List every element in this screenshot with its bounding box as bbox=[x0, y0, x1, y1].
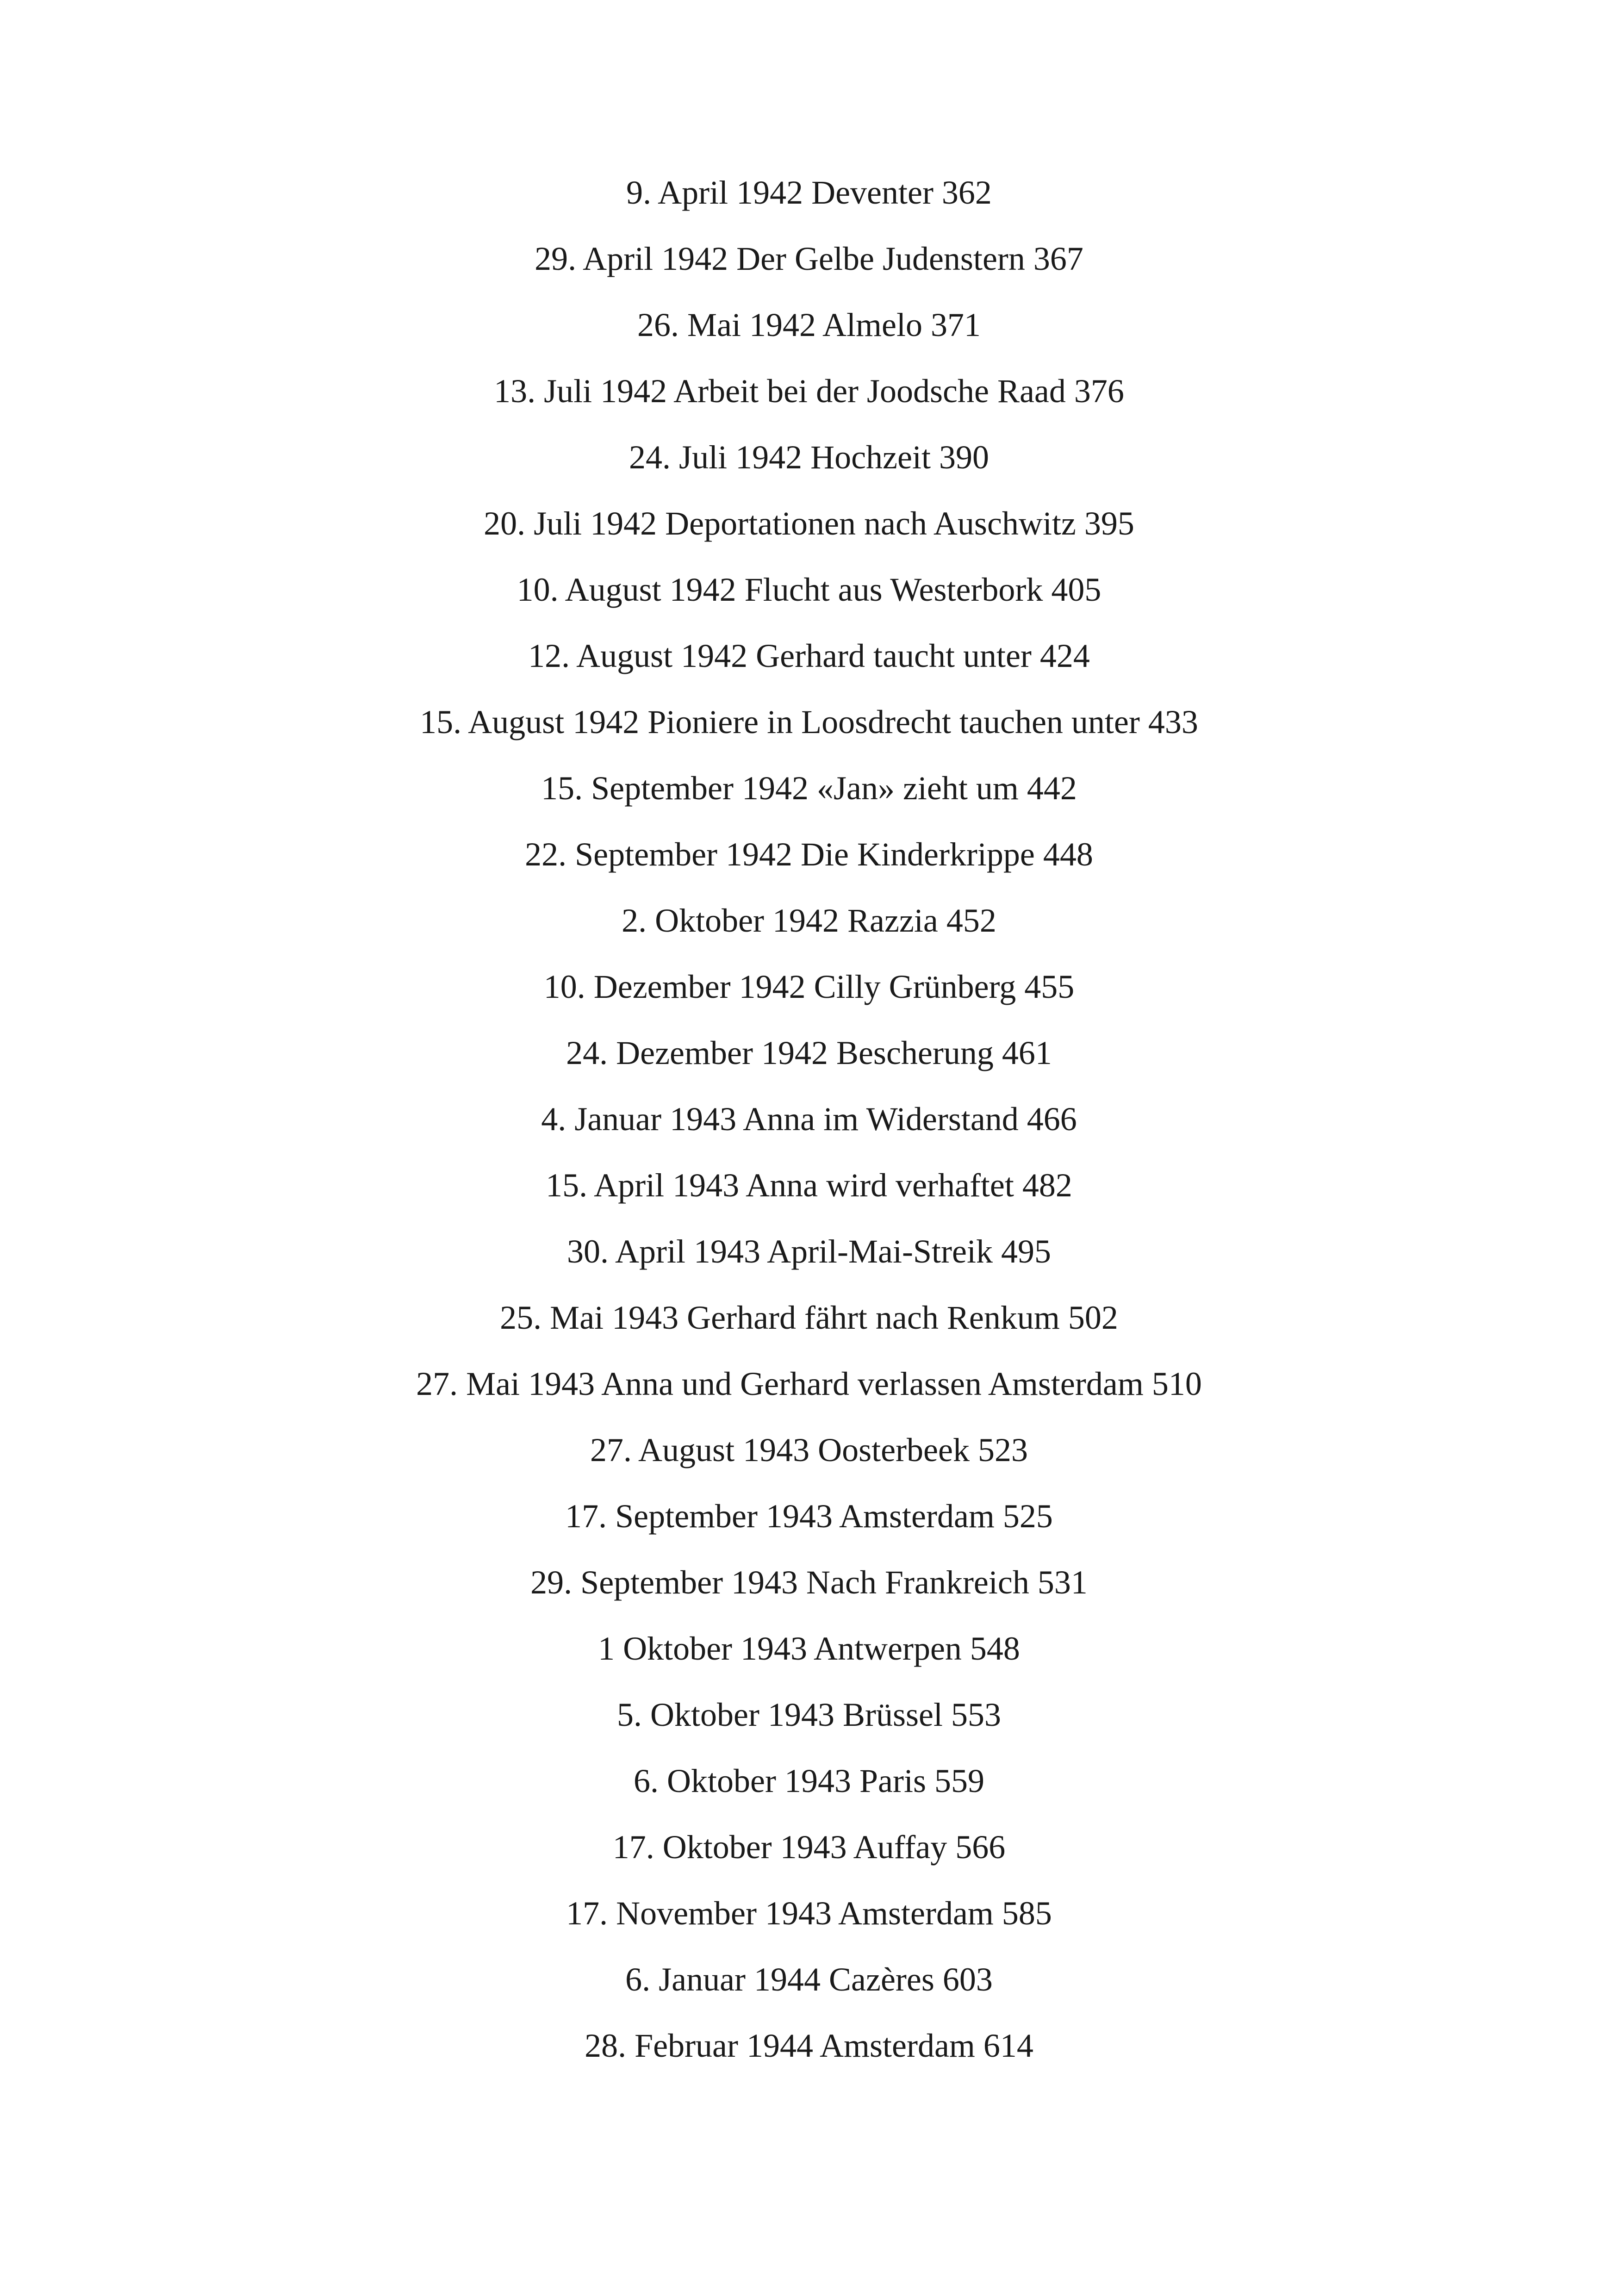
table-of-contents bbox=[0, 160, 1618, 2079]
toc-entry: 17. September 1943 Amsterdam 525 bbox=[565, 1498, 1053, 1535]
toc-entry: 9. April 1942 Deventer 362 bbox=[626, 174, 992, 211]
toc-entry: 6. Oktober 1943 Paris 559 bbox=[634, 1762, 984, 1799]
toc-entry: 15. August 1942 Pioniere in Loosdrecht tauchen unter 433 bbox=[420, 703, 1198, 740]
toc-entry: 30. April 1943 April-Mai-Streik 495 bbox=[567, 1233, 1051, 1270]
toc-entry: 26. Mai 1942 Almelo 371 bbox=[637, 306, 981, 343]
toc-entry: 28. Februar 1944 Amsterdam 614 bbox=[585, 2027, 1033, 2064]
toc-entry: 1 Oktober 1943 Antwerpen 548 bbox=[598, 1630, 1020, 1667]
toc-entry: 10. August 1942 Flucht aus Westerbork 405 bbox=[517, 571, 1101, 608]
toc-entry: 10. Dezember 1942 Cilly Grünberg 455 bbox=[543, 968, 1075, 1005]
toc-entry: 6. Januar 1944 Cazères 603 bbox=[625, 1961, 993, 1998]
toc-entry: 22. September 1942 Die Kinderkrippe 448 bbox=[525, 836, 1093, 873]
toc-entry: 17. November 1943 Amsterdam 585 bbox=[566, 1895, 1052, 1932]
toc-entry: 13. Juli 1942 Arbeit bei der Joodsche Raad 376 bbox=[494, 373, 1124, 410]
toc-entry: 12. August 1942 Gerhard taucht unter 424 bbox=[528, 637, 1090, 674]
toc-entry: 27. Mai 1943 Anna und Gerhard verlassen Amsterdam 510 bbox=[416, 1365, 1202, 1402]
toc-entry: 25. Mai 1943 Gerhard fährt nach Renkum 502 bbox=[500, 1299, 1118, 1336]
toc-entry: 5. Oktober 1943 Brüssel 553 bbox=[617, 1696, 1001, 1733]
toc-entry: 29. September 1943 Nach Frankreich 531 bbox=[530, 1564, 1088, 1601]
toc-entry: 29. April 1942 Der Gelbe Judenstern 367 bbox=[535, 240, 1083, 277]
toc-entry: 4. Januar 1943 Anna im Widerstand 466 bbox=[541, 1101, 1077, 1138]
toc-entry: 2. Oktober 1942 Razzia 452 bbox=[622, 902, 996, 939]
toc-entry: 24. Juli 1942 Hochzeit 390 bbox=[629, 439, 989, 476]
toc-entry: 24. Dezember 1942 Bescherung 461 bbox=[566, 1034, 1052, 1071]
toc-entry: 15. September 1942 «Jan» zieht um 442 bbox=[541, 770, 1077, 807]
toc-entry: 27. August 1943 Oosterbeek 523 bbox=[590, 1431, 1028, 1468]
toc-entry: 20. Juli 1942 Deportationen nach Auschwitz 395 bbox=[484, 505, 1134, 542]
toc-entry: 15. April 1943 Anna wird verhaftet 482 bbox=[546, 1167, 1072, 1204]
toc-entry: 17. Oktober 1943 Auffay 566 bbox=[612, 1829, 1006, 1866]
